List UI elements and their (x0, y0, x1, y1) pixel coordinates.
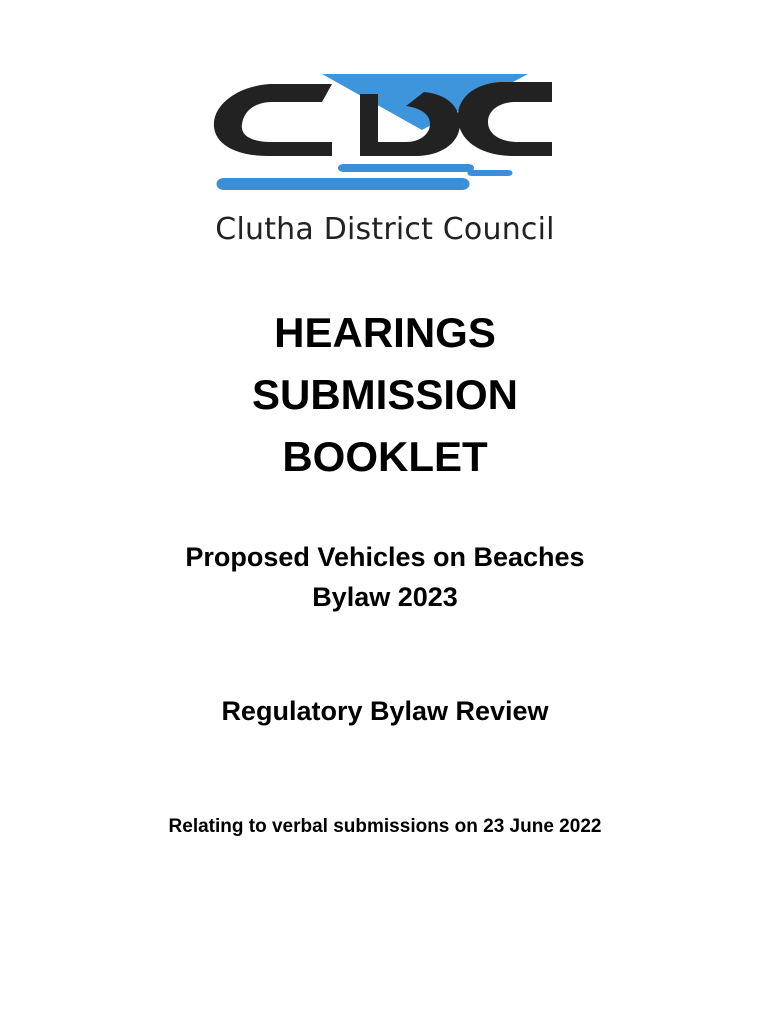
title-line: BOOKLET (282, 433, 488, 480)
document-title (0, 302, 770, 488)
logo-water-wave-bottom (217, 178, 470, 190)
review-heading: Regulatory Bylaw Review (221, 696, 549, 726)
relating-text: Relating to verbal submissions on 23 June 2022 (168, 816, 602, 837)
subtitle-line: Proposed Vehicles on Beaches (185, 542, 585, 572)
organisation-name: Clutha District Council (215, 212, 555, 247)
title-line: SUBMISSION (251, 371, 519, 418)
document-subtitle (0, 537, 770, 617)
logo-water-wave-right (468, 170, 513, 176)
logo-letter-c-left (214, 84, 332, 156)
cdc-logo (210, 72, 560, 204)
title-line: HEARINGS (274, 309, 496, 356)
logo-water-wave-top (338, 164, 474, 172)
logo-letter-c-right (458, 82, 552, 156)
subtitle-line: Bylaw 2023 (312, 582, 458, 612)
